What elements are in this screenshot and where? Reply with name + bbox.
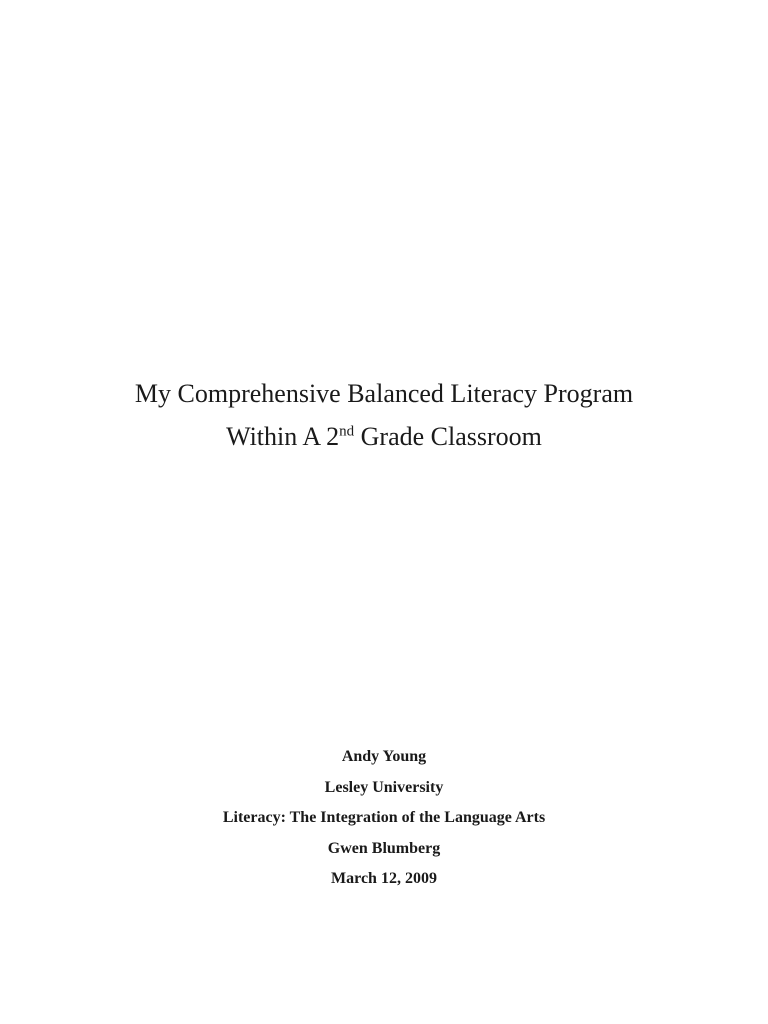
- author-info-block: [0, 742, 768, 895]
- title-ordinal-superscript: nd: [339, 423, 355, 440]
- title-line-2-prefix: Within A 2: [226, 422, 340, 451]
- title-line-2-suffix: Grade Classroom: [354, 422, 542, 451]
- submission-date: March 12, 2009: [331, 870, 437, 887]
- title-line-2: [0, 415, 768, 458]
- author-name: Andy Young: [341, 748, 427, 765]
- title-line-1: My Comprehensive Balanced Literacy Program: [134, 379, 634, 408]
- institution-name: Lesley University: [324, 778, 444, 796]
- title-block: [0, 372, 768, 458]
- course-name: Literacy: The Integration of the Language Arts: [222, 809, 546, 826]
- instructor-name: Gwen Blumberg: [327, 839, 441, 857]
